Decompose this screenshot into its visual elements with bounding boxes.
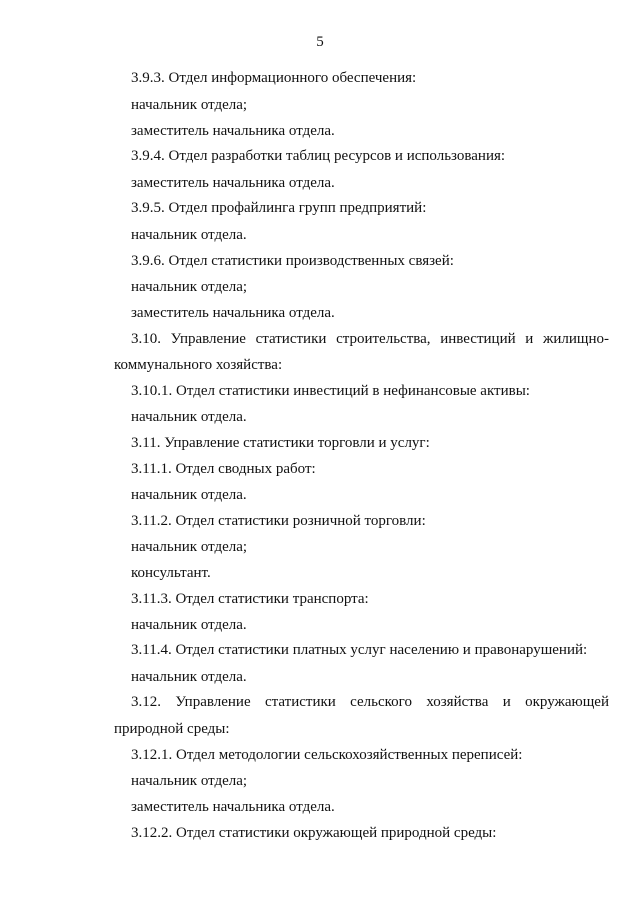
- list-item: начальник отдела.: [131, 227, 247, 243]
- section-3-10-heading-continuation: коммунального хозяйства:: [114, 357, 283, 373]
- section-3-11-3-heading: 3.11.3. Отдел статистики транспорта:: [131, 591, 369, 607]
- list-item: заместитель начальника отдела.: [131, 123, 335, 139]
- list-item: заместитель начальника отдела.: [131, 799, 335, 815]
- section-3-11-4-heading: 3.11.4. Отдел статистики платных услуг населению и правонарушений:: [131, 642, 588, 658]
- list-item: начальник отдела;: [131, 97, 248, 113]
- list-item: начальник отдела.: [131, 669, 247, 685]
- list-item: заместитель начальника отдела.: [131, 175, 335, 191]
- list-item: начальник отдела;: [131, 539, 248, 555]
- section-3-12-2-heading: 3.12.2. Отдел статистики окружающей природной среды:: [131, 825, 497, 841]
- section-3-9-5-heading: 3.9.5. Отдел профайлинга групп предприятий:: [131, 200, 427, 216]
- list-item: начальник отдела.: [131, 409, 247, 425]
- section-3-12-1-heading: 3.12.1. Отдел методологии сельскохозяйственных переписей:: [131, 747, 523, 763]
- list-item: консультант.: [131, 565, 211, 581]
- section-3-9-6-heading: 3.9.6. Отдел статистики производственных связей:: [131, 253, 454, 269]
- section-3-12-heading-continuation: природной среды:: [114, 721, 230, 737]
- section-3-9-4-heading: 3.9.4. Отдел разработки таблиц ресурсов и использования:: [131, 148, 506, 164]
- section-3-11-1-heading: 3.11.1. Отдел сводных работ:: [131, 461, 316, 477]
- section-3-10-1-heading: 3.10.1. Отдел статистики инвестиций в нефинансовые активы:: [131, 383, 530, 399]
- section-3-9-3-heading: 3.9.3. Отдел информационного обеспечения:: [131, 70, 417, 86]
- list-item: начальник отдела;: [131, 279, 248, 295]
- section-3-11-heading: 3.11. Управление статистики торговли и услуг:: [131, 435, 430, 451]
- list-item: начальник отдела.: [131, 617, 247, 633]
- page-number: 5: [316, 34, 324, 50]
- list-item: заместитель начальника отдела.: [131, 305, 335, 321]
- section-3-12-heading: 3.12. Управление статистики сельского хозяйства и окружающей: [131, 694, 609, 710]
- list-item: начальник отдела;: [131, 773, 248, 789]
- section-3-11-2-heading: 3.11.2. Отдел статистики розничной торговли:: [131, 513, 426, 529]
- list-item: начальник отдела.: [131, 487, 247, 503]
- section-3-10-heading: 3.10. Управление статистики строительства, инвестиций и жилищно-: [131, 331, 609, 347]
